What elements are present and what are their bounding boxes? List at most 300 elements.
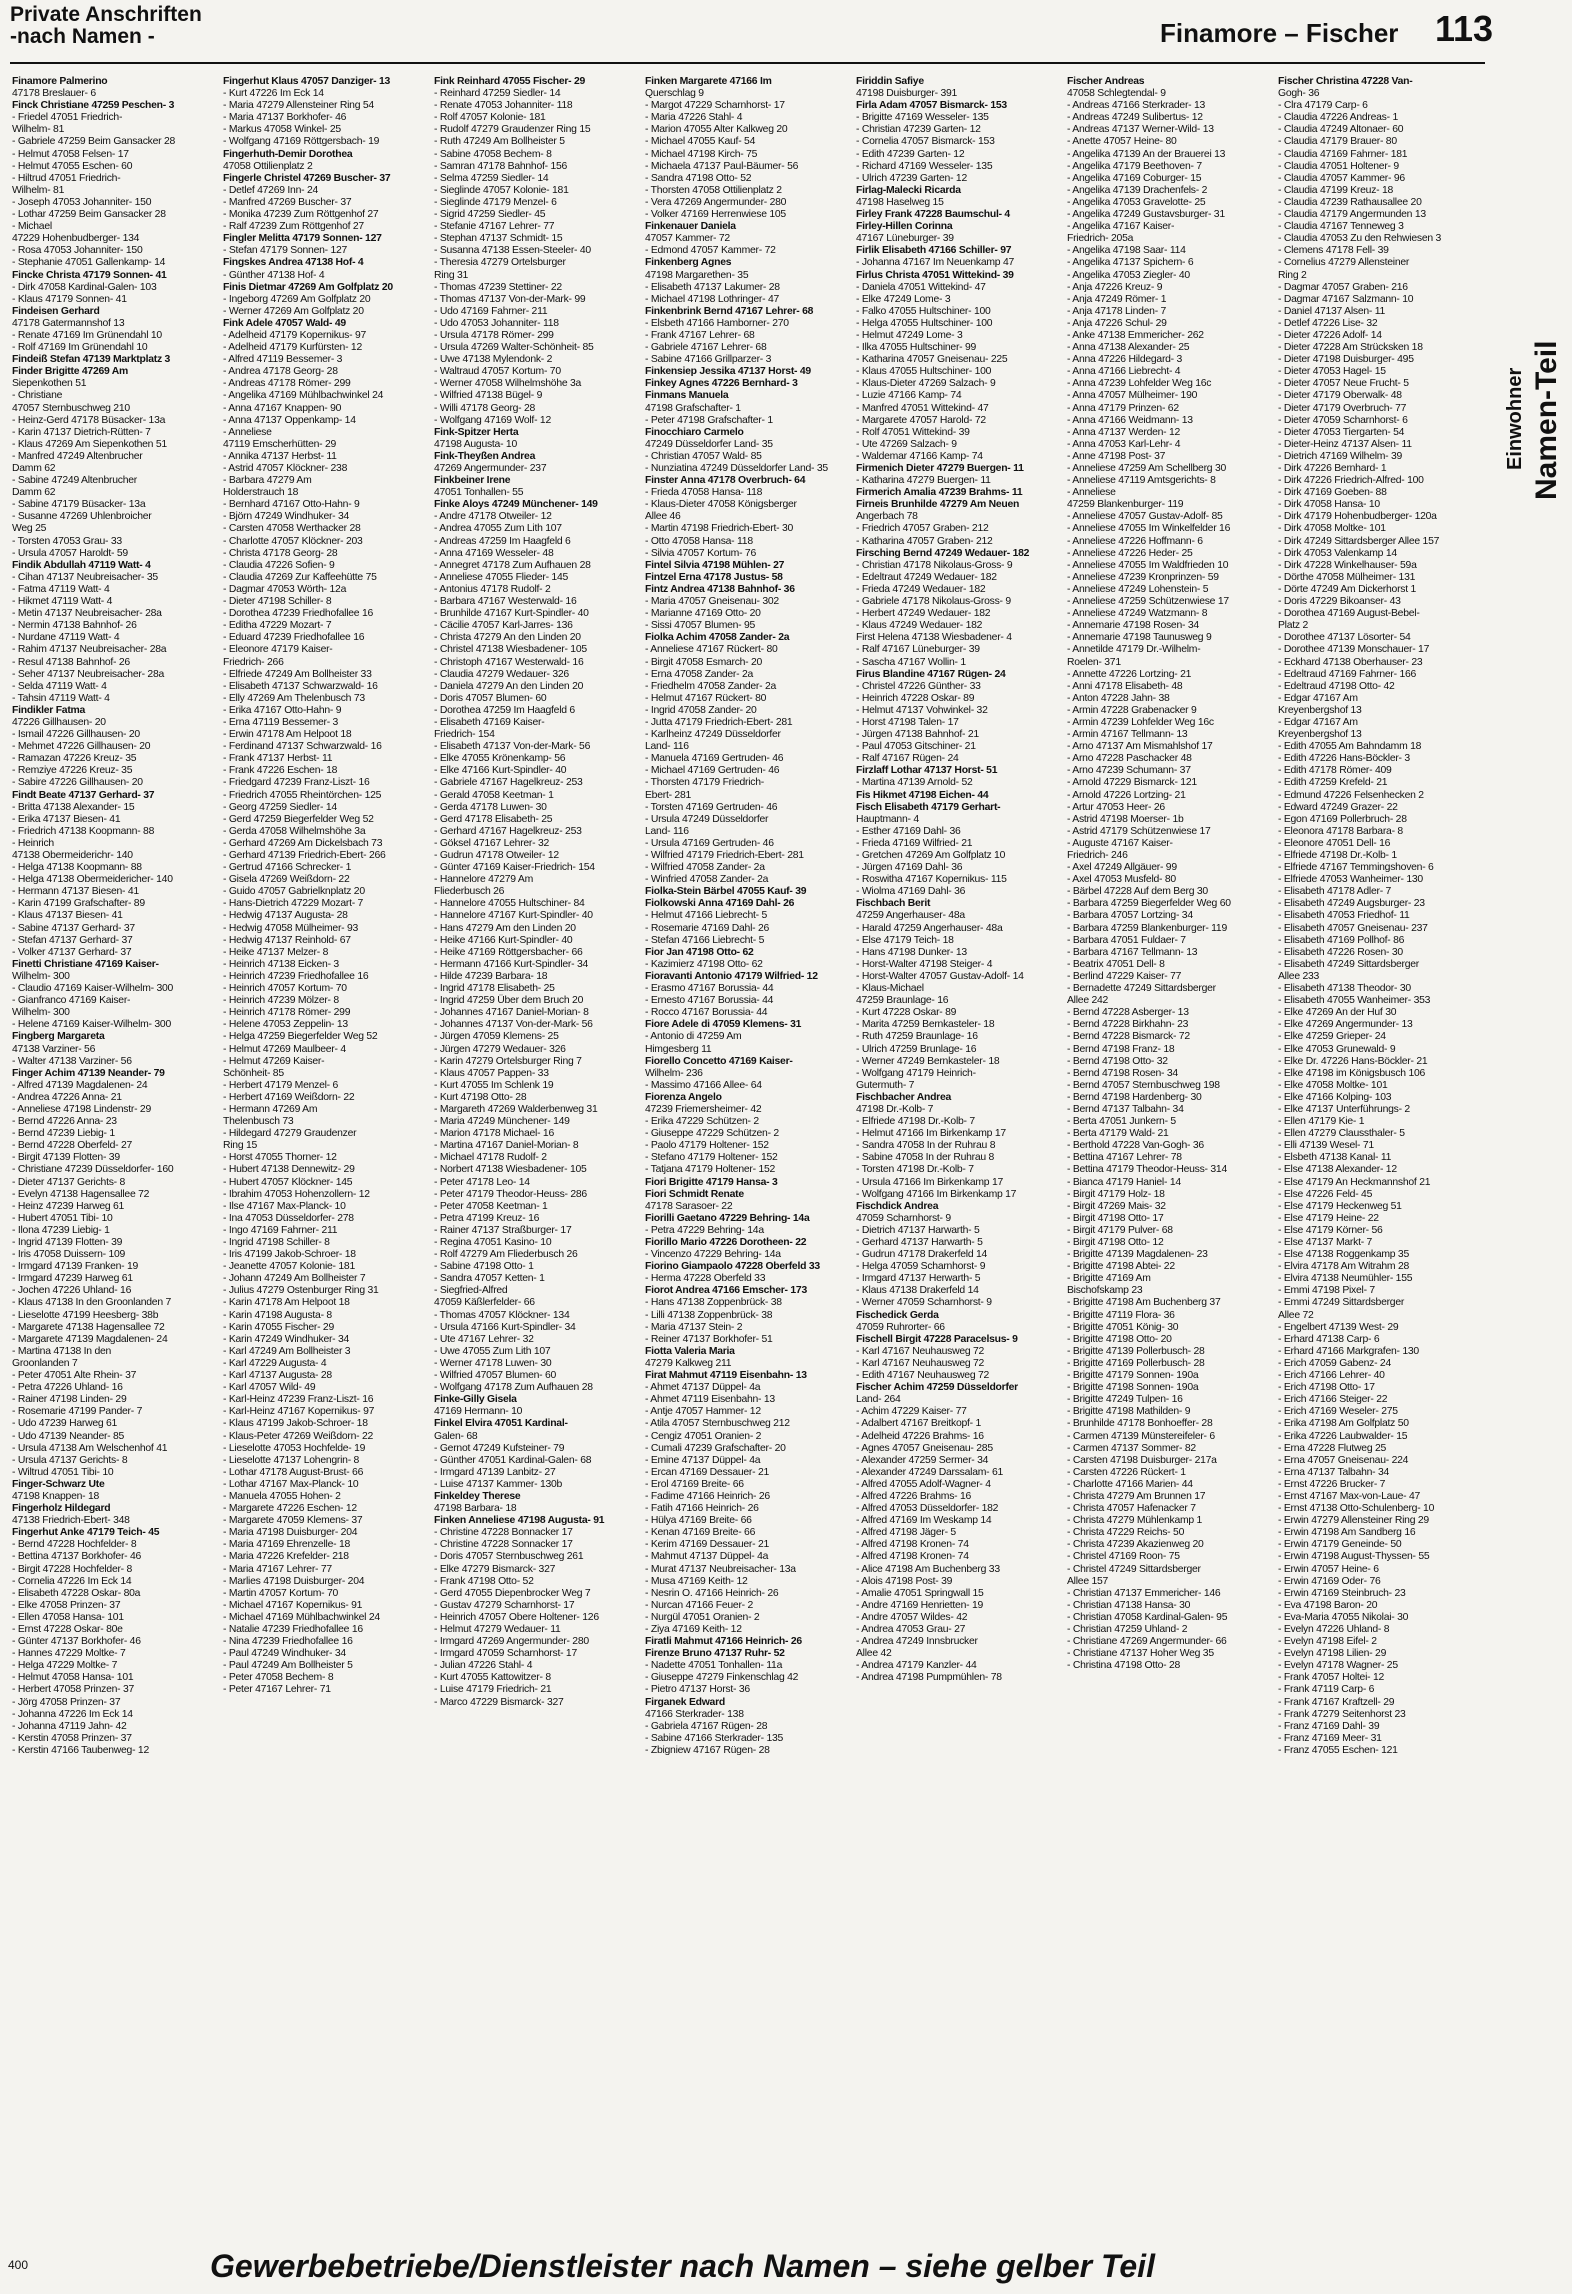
directory-entry: 47198 Dr.-Kolb- 7 [856,1103,934,1115]
directory-entry: Wilhelm- 300 [12,1007,70,1019]
directory-entry: - Atila 47057 Sternbuschweg 212 [645,1418,790,1430]
directory-entry: - Annemarie 47198 Taunusweg 9 [1067,632,1212,644]
directory-entry: - Brigitte 47139 Magdalenen- 23 [1067,1249,1208,1261]
directory-entry-heading: Fink Adele 47057 Wald- 49 [223,317,346,329]
directory-entry: - Carsten 47058 Werthacker 28 [223,523,361,535]
directory-entry: - Dieter-Heinz 47137 Alsen- 11 [1278,438,1412,450]
directory-entry: - Luzie 47166 Kamp- 74 [856,390,962,402]
directory-entry: - Peter 47179 Theodor-Heuss- 286 [434,1188,587,1200]
directory-entry: - Elke 47279 Bismarck- 327 [434,1563,556,1575]
directory-entry: - Christoph 47167 Westerwald- 16 [434,656,584,668]
directory-entry-heading: Finder Brigitte 47269 Am [12,366,129,378]
directory-entry-heading: Firmerich Amalia 47239 Brahms- 11 [856,487,1023,499]
directory-entry-heading: Firla Adam 47057 Bismarck- 153 [856,100,1007,112]
directory-entry: - Dagmar 47057 Graben- 216 [1278,281,1408,293]
directory-entry: - Mahmut 47137 Düppel- 4a [645,1551,769,1563]
directory-entry: - Anneliese 47239 Kronprinzen- 59 [1067,571,1219,583]
directory-entry: - Andreas 47178 Römer- 299 [223,378,351,390]
directory-entry: - Heinrich 47239 Friedhofallee 16 [223,970,369,982]
directory-entry: - Hannes 47229 Moltke- 7 [12,1648,126,1660]
directory-entry: - Giuseppe 47279 Finkenschlag 42 [645,1672,799,1684]
directory-entry: - Gerd 47055 Diepenbrocker Weg 7 [434,1587,591,1599]
directory-entry: - Hermann 47166 Kurt-Spindler- 34 [434,958,589,970]
directory-entry: First Helena 47138 Wiesbadener- 4 [856,632,1012,644]
directory-entry: - Heinrich [12,837,54,849]
directory-entry: - Christiane 47269 Angermunder- 66 [1067,1636,1227,1648]
directory-entry: - Murat 47137 Neubreisacher- 13a [645,1563,796,1575]
directory-entry: - Petra 47229 Behring- 14a [645,1224,764,1236]
directory-entry: - Dörte 47249 Am Dickerhorst 1 [1278,583,1417,595]
directory-entry: - Antje 47057 Hammer- 12 [645,1406,761,1418]
directory-entry: - Ina 47053 Düsseldorfer- 278 [223,1212,354,1224]
directory-entry: - Andreas 47137 Werner-Wild- 13 [1067,124,1214,136]
directory-entry: Schönheit- 85 [223,1067,284,1079]
directory-entry: 47138 Varziner- 56 [12,1043,96,1055]
directory-entry: - Ursula 47269 Walter-Schönheit- 85 [434,342,594,354]
directory-entry: - Anna 47137 Oppenkamp- 14 [223,414,356,426]
directory-entry: - Bettina 47137 Borkhofer- 46 [12,1551,142,1563]
directory-entry: - Nurdane 47119 Watt- 4 [12,632,120,644]
directory-entry: - Christa 47178 Georg- 28 [223,547,338,559]
directory-entry: - Rahim 47137 Neubreisacher- 28a [12,644,167,656]
directory-entry: - Beatrix 47051 Dell- 8 [1067,958,1165,970]
directory-entry: Siepenkothen 51 [12,378,87,390]
directory-entry: - Dieter 47053 Hagel- 15 [1278,366,1386,378]
directory-entry: - Gisela 47269 Weißdorn- 22 [223,874,350,886]
directory-entry: - Michael 47169 Mühlbachwinkel 24 [223,1611,380,1623]
directory-column [645,76,850,2226]
directory-entry: - Horst-Walter 47198 Steiger- 4 [856,958,993,970]
directory-entry: - Friedrich 47055 Rheintörchen- 125 [223,789,382,801]
directory-entry: Ring 15 [223,1140,258,1152]
directory-entry: - Carsten 47226 Rückert- 1 [1067,1466,1186,1478]
directory-entry: - Brigitte 47169 Am [1067,1273,1151,1285]
directory-entry-heading: Fiorello Concetto 47169 Kaiser- [645,1055,793,1067]
directory-entry: - Claudia 47057 Kammer- 96 [1278,172,1405,184]
directory-entry: - Alfred 47198 Kronen- 74 [856,1551,969,1563]
directory-entry: - Brunhilde 47178 Bonhoeffer- 28 [1067,1418,1213,1430]
directory-entry: - Christa 47279 Am Brunnen 17 [1067,1490,1206,1502]
directory-entry: - Christa 47279 An den Linden 20 [434,632,581,644]
directory-entry: - Cornelia 47057 Bismarck- 153 [856,136,995,148]
directory-entry: - Lothar 47178 August-Brust- 66 [223,1466,364,1478]
directory-entry: - Elvira 47138 Neumühler- 155 [1278,1273,1413,1285]
directory-entry-heading: Finkey Agnes 47226 Bernhard- 3 [645,378,798,390]
directory-entry: - Ingeborg 47269 Am Golfplatz 20 [223,293,371,305]
directory-entry: - Dirk 47226 Bernhard- 1 [1278,463,1387,474]
directory-entry: 47138 Obermeiderichr- 140 [12,850,133,861]
directory-entry: - Björn 47249 Windhuker- 34 [223,511,350,523]
directory-entry: - Claudio 47169 Kaiser-Wilhelm- 300 [12,983,174,995]
directory-entry: - Luise 47179 Friedrich- 21 [434,1684,552,1696]
directory-entry: - Margarete 47057 Harold- 72 [856,414,986,426]
directory-entry: Bischofskamp 23 [1067,1285,1143,1297]
directory-entry: - Andrea 47178 Georg- 28 [223,366,338,378]
directory-entry: - Torsten 47053 Grau- 33 [12,535,122,547]
directory-entry: - Christa 47229 Reichs- 50 [1067,1527,1185,1539]
directory-entry: - Heike 47169 Röttgersbacher- 66 [434,946,583,958]
directory-entry-heading: Finke-Gilly Gisela [434,1394,517,1406]
directory-entry: - Göksel 47167 Lehrer- 32 [434,837,550,849]
directory-entry: - Lieselotte 47053 Hochfelde- 19 [223,1442,366,1454]
directory-entry: 47198 Barbara- 18 [434,1503,517,1515]
directory-entry: - Renate 47169 Im Grünendahl 10 [12,329,162,341]
directory-entry: - Elisabeth 47053 Friedhof- 11 [1278,910,1410,922]
directory-entry: - Evelyn 47198 Lilien- 29 [1278,1648,1387,1660]
directory-entry: - Elisabeth 47226 Rosen- 30 [1278,946,1403,958]
directory-entry: - Stephan 47137 Schmidt- 15 [434,233,563,245]
directory-entry: - Adelheid 47179 Kurfürsten- 12 [223,342,362,354]
directory-entry: - Jürgen 47059 Klemens- 25 [434,1031,559,1043]
directory-entry: - Ismail 47226 Gillhausen- 20 [12,729,140,741]
directory-entry: - Dieter 47137 Gerichts- 8 [12,1176,126,1188]
directory-entry: - Ellen 47279 Claussthaler- 5 [1278,1128,1405,1140]
directory-entry: Allee 42 [856,1648,892,1660]
directory-entry: - Erwin 47198 August-Thyssen- 55 [1278,1551,1430,1563]
directory-entry: - Udo 47239 Harweg 61 [12,1418,118,1430]
directory-entry: - Kurt 47226 Im Eck 14 [223,88,324,100]
directory-entry: - Gabriele 47178 Nikolaus-Gross- 9 [856,596,1011,608]
directory-entry: - Claudia 47249 Altonaer- 60 [1278,124,1404,136]
directory-entry: - Karl-Heinz 47167 Kopernikus- 97 [223,1406,375,1418]
directory-entry: - Bernd 47239 Liebig- 1 [12,1128,115,1140]
directory-entry: - Christel 47169 Roon- 75 [1067,1551,1180,1563]
directory-entry: - Angelika 47179 Beethoven- 7 [1067,160,1202,172]
directory-entry: - Rudolf 47279 Graudenzer Ring 15 [434,124,591,136]
directory-entry: - Klaus-Dieter 47058 Königsberger [645,499,797,511]
directory-entry: - Friedhelm 47058 Zander- 2a [645,680,777,692]
directory-entry: - Erasmo 47167 Borussia- 44 [645,983,774,995]
directory-entry: - Nurcan 47166 Feuer- 2 [645,1599,754,1611]
directory-entry: - Tatjana 47179 Holtener- 152 [645,1164,776,1176]
directory-entry: - Rainer 47137 Straßburger- 17 [434,1224,572,1236]
directory-entry: - Barbara 47259 Blankenburger- 119 [1067,922,1227,934]
directory-entry: - Elisabeth 47169 Pollhof- 86 [1278,934,1405,946]
directory-entry: - Andreas 47166 Sterkrader- 13 [1067,100,1206,112]
directory-entry: - Petra 47199 Kreuz- 16 [434,1212,540,1224]
directory-entry-heading: Fischer Achim 47259 Düsseldorfer [856,1382,1018,1394]
directory-entry: - Thomas 47239 Stettiner- 22 [434,281,562,293]
directory-entry: - Christian 47058 Kardinal-Galen- 95 [1067,1611,1228,1623]
directory-entry: - Eleonora 47178 Barbara- 8 [1278,825,1403,837]
directory-entry: - Alfred 47198 Jäger- 5 [856,1527,956,1539]
directory-entry: - Bernadette 47249 Sittardsberger [1067,983,1216,995]
directory-entry: - Arno 47228 Paschacker 48 [1067,753,1192,765]
directory-entry: - Gerda 47058 Wilhelmshöhe 3a [223,825,366,837]
directory-entry: - Siegfried-Alfred [434,1285,508,1297]
directory-entry: - Else 47179 Heine- 22 [1278,1212,1379,1224]
directory-entry: Fliederbusch 26 [434,886,505,898]
directory-entry: - Lieselotte 47199 Heesberg- 38b [12,1309,159,1321]
directory-entry: - Uwe 47055 Zum Lith 107 [434,1345,551,1357]
directory-entry: - Rocco 47167 Borussia- 44 [645,1007,768,1019]
directory-entry: - Charlotte 47166 Marien- 44 [1067,1478,1193,1490]
directory-entry: - Hannelore 47279 Am [434,874,533,886]
directory-entry: - Erich 47166 Steiger- 22 [1278,1394,1388,1406]
directory-entry: - Angelika 47139 Drachenfels- 2 [1067,184,1208,196]
directory-entry: - Horst 47198 Talen- 17 [856,716,959,728]
directory-entry: - Elke 47058 Moltke- 101 [1278,1079,1388,1091]
directory-entry: - Bernd 47198 Rosen- 34 [1067,1067,1178,1079]
directory-entry: - Armin 47239 Lohfelder Weg 16c [1067,716,1214,728]
directory-entry-heading: Fingerhuth-Demir Dorothea [223,148,353,160]
directory-entry: - Rosemarie 47199 Pander- 7 [12,1406,143,1418]
directory-entry: - Ernesto 47167 Borussia- 44 [645,995,774,1007]
directory-entry: - Stefano 47179 Holtener- 152 [645,1152,778,1164]
directory-column [12,76,217,2226]
directory-entry-heading: Fischer Andreas [1067,76,1145,87]
directory-entry: - Elli 47139 Wesel- 71 [1278,1140,1374,1152]
directory-entry: 47178 Sarasoer- 22 [645,1200,733,1212]
directory-entry: Himgesberg 11 [645,1043,712,1055]
directory-entry-heading: Fischedick Gerda [856,1309,939,1321]
directory-entry: - Hülya 47169 Breite- 66 [645,1515,752,1527]
directory-entry: 47226 Gillhausen- 20 [12,716,106,728]
directory-entry: - Christel 47249 Sittardsberger [1067,1563,1201,1575]
directory-entry: - Volker 47169 Herrenwiese 105 [645,209,786,221]
directory-entry: - Frank 47137 Herbst- 11 [223,753,333,765]
directory-entry: 47229 Hohenbudberger- 134 [12,233,140,245]
directory-entry: - Johann 47249 Am Bollheister 7 [223,1273,366,1285]
directory-entry: Friedrich- 154 [434,729,495,741]
directory-entry: 47259 Angerhauser- 48a [856,910,965,922]
directory-entry: - Christian 47137 Emmericher- 146 [1067,1587,1221,1599]
directory-entry: - Brunhilde 47167 Kurt-Spindler- 40 [434,608,589,620]
directory-entry-heading: Firganek Edward [645,1696,725,1708]
directory-entry: - Anneliese 47259 Am Schellberg 30 [1067,463,1227,474]
directory-entry: - Maria 47249 Münchener- 149 [434,1116,570,1128]
directory-entry: - Helmut 47167 Rückert- 80 [645,692,767,704]
directory-entry-heading: Finamore Palmerino [12,76,108,87]
directory-entry: - Erwin 47178 Am Helpoot 18 [223,729,352,741]
directory-entry: - Elfriede 47053 Wanheimer- 130 [1278,874,1423,886]
directory-entry: 47119 Emscherhütten- 29 [223,438,337,450]
directory-entry: - Udo 47169 Fahrner- 211 [434,305,548,317]
directory-entry: - Monika 47239 Zum Röttgenhof 27 [223,209,379,221]
directory-entry: - Daniel 47137 Alsen- 11 [1278,305,1386,317]
directory-entry: - Anton 47228 Jahn- 38 [1067,692,1170,704]
directory-entry: - Helmut 47166 Liebrecht- 5 [645,910,768,922]
directory-entry-heading: Fiorillo Mario 47226 Dorotheen- 22 [645,1237,807,1248]
directory-entry: 47059 Ruhrorter- 66 [856,1321,945,1333]
footer-page-marker: 400 [8,2258,29,2272]
directory-entry: - Jürgen 47138 Bahnhof- 21 [856,729,979,741]
directory-entry: - Ralf 47167 Lüneburger- 39 [856,644,980,656]
directory-entry: - Bernd 47228 Bismarck- 72 [1067,1031,1190,1043]
directory-entry: - Bernd 47226 Anna- 23 [12,1116,117,1128]
directory-entry: - Günter 47169 Kaiser-Friedrich- 154 [434,862,595,874]
directory-entry: - Michael 47198 Lothringer- 47 [645,293,780,305]
directory-entry: - Karin 47137 Dietrich-Rütten- 7 [12,426,151,438]
directory-entry-heading: Fior Jan 47198 Otto- 62 [645,946,754,958]
directory-entry: - Maria 47167 Lehrer- 77 [223,1563,332,1575]
directory-entry: - Sigrid 47259 Siedler- 45 [434,209,546,221]
directory-entry: - Amalie 47051 Springwall 15 [856,1587,984,1599]
directory-entry: - Peter 47167 Lehrer- 71 [223,1684,331,1696]
directory-entry: - Johanna 47226 Im Eck 14 [12,1708,133,1720]
directory-entry: 47198 Augusta- 10 [434,438,517,450]
side-tab [1494,240,1572,540]
directory-entry: - Lieselotte 47137 Lohengrin- 8 [223,1454,360,1466]
directory-entry-heading: Finkenbrink Bernd 47167 Lehrer- 68 [645,305,814,317]
directory-entry: - Birgit 47179 Pulver- 68 [1067,1224,1173,1236]
directory-entry: - Dorothea 47169 August-Bebel- [1278,608,1420,620]
directory-entry: - Michael 47055 Kauf- 54 [645,136,756,148]
directory-column [434,76,639,2226]
directory-entry: Hauptmann- 4 [856,813,919,825]
directory-entry: - Erika 47167 Otto-Hahn- 9 [223,704,342,716]
directory-entry: 47198 Grafschafter- 1 [645,402,741,414]
directory-entry: - Claudia 47226 Andreas- 1 [1278,112,1399,124]
directory-entry: - Arnold 47229 Bismarck- 121 [1067,777,1197,789]
directory-entry: - Metin 47137 Neubreisacher- 28a [12,608,162,620]
directory-entry: - Bärbel 47228 Auf dem Berg 30 [1067,886,1208,898]
directory-entry: - Brigitte 47198 Abtei- 22 [1067,1261,1175,1273]
directory-entry: - Wilfried 47058 Zander- 2a [645,862,765,874]
directory-entry: - Gabriele 47167 Hagelkreuz- 253 [434,777,583,789]
directory-entry: - Elke 47058 Prinzen- 37 [12,1599,121,1611]
directory-entry: - Irmgard 47137 Herwarth- 5 [856,1273,981,1285]
directory-entry: - Karin 47178 Am Helpoot 18 [223,1297,350,1309]
directory-entry: - Cihan 47137 Neubreisacher- 35 [12,571,158,583]
directory-entry: - Erich 47169 Weseler- 275 [1278,1406,1398,1418]
directory-entry-heading: Fiotta Valeria Maria [645,1345,735,1357]
directory-entry: - Andreas 47249 Sulibertus- 12 [1067,112,1203,124]
directory-entry: Ring 2 [1278,269,1307,281]
directory-entry: Allee 157 [1067,1575,1109,1587]
directory-entry: - Achim 47229 Kaiser- 77 [856,1406,967,1418]
directory-entry: - Friedgard 47239 Franz-Liszt- 16 [223,777,370,789]
directory-entry: - Bernd 47057 Sternbuschweg 198 [1067,1079,1220,1091]
directory-entry: - Sissi 47057 Blumen- 95 [645,620,756,632]
directory-entry: - Friedrich 47138 Koopmann- 88 [12,825,155,837]
directory-entry: - Axel 47053 Musfeld- 80 [1067,874,1176,886]
directory-entry: - Karl 47057 Wild- 49 [223,1382,316,1394]
directory-entry: - Klaus-Peter 47269 Weißdorn- 22 [223,1430,374,1442]
directory-entry: - Emine 47137 Düppel- 4a [645,1454,761,1466]
directory-entry: - Walter 47138 Varziner- 56 [12,1055,132,1067]
directory-entry: - Alfred 47226 Brahms- 16 [856,1490,972,1502]
directory-entry-heading: Fincke Christa 47179 Sonnen- 41 [12,269,167,281]
directory-entry: - Dorothee 47139 Monschauer- 17 [1278,644,1430,656]
directory-entry: - Kurt 47055 Im Schlenk 19 [434,1079,554,1091]
directory-entry: - Clemens 47178 Fell- 39 [1278,245,1389,257]
directory-entry: - Jochen 47226 Uhland- 16 [12,1285,132,1297]
directory-entry: - Anneliese 47119 Amtsgerichts- 8 [1067,475,1216,487]
directory-entry: - Wiltrud 47051 Tibi- 10 [12,1466,114,1478]
directory-entry: - Martina 47138 In den [12,1345,112,1357]
directory-entry: - Nurgül 47051 Oranien- 2 [645,1611,760,1623]
directory-entry: - Fatma 47119 Watt- 4 [12,583,110,595]
directory-entry: - Sieglinde 47179 Menzel- 6 [434,196,557,208]
header-rule [10,62,1485,64]
directory-entry: - Silvia 47057 Kortum- 76 [645,547,756,559]
directory-entry: - Regina 47051 Kasino- 10 [434,1237,552,1248]
directory-entry: - Maria 47226 Stahl- 4 [645,112,743,124]
directory-entry: - Remziye 47226 Kreuz- 35 [12,765,133,777]
directory-entry: - Dirk 47169 Goeben- 88 [1278,487,1387,499]
directory-entry: - Peter 47058 Keetman- 1 [434,1200,548,1212]
directory-entry-heading: Fischdick Andrea [856,1200,939,1212]
directory-entry: - Maria 47137 Borkhofer- 46 [223,112,347,124]
directory-entry: - Sandra 47198 Otto- 52 [645,172,752,184]
directory-entry: - Manuela 47169 Gertruden- 46 [645,753,784,765]
directory-entry: - Paolo 47179 Holtener- 152 [645,1140,769,1152]
directory-entry: - Helene 47053 Zeppelin- 13 [223,1019,348,1031]
directory-entry: - Erwin 47279 Allensteiner Ring 29 [1278,1515,1429,1527]
directory-entry: - Hikmet 47119 Watt- 4 [12,596,113,608]
directory-entry: - Gerd 47259 Biegerfelder Weg 52 [223,813,374,825]
directory-entry: - Ursula 47138 Am Welschenhof 41 [12,1442,168,1454]
directory-entry: - Iris 47058 Duissern- 109 [12,1249,126,1261]
directory-entry: Platz 2 [1278,620,1309,632]
directory-entry: - Elisabeth 47137 Von-der-Mark- 56 [434,741,591,753]
directory-entry: - Armin 47228 Grabenacker 9 [1067,704,1197,716]
directory-entry: - Michael 47178 Rudolf- 2 [434,1152,547,1164]
directory-entry: - Elsbeth 47166 Hamborner- 270 [645,317,789,329]
directory-entry: - Nesrin O. 47166 Heinrich- 26 [645,1587,779,1599]
directory-entry: - Karin 47279 Ortelsburger Ring 7 [434,1055,582,1067]
directory-entry-heading: Fiorenza Angelo [645,1091,722,1103]
directory-entry: - Hildegard 47279 Graudenzer [223,1128,357,1140]
directory-entry: - Birgit 47058 Esmarch- 20 [645,656,763,668]
directory-entry: - Artur 47053 Heer- 26 [1067,801,1165,813]
directory-entry: - Heinrich 47057 Obere Holtener- 126 [434,1611,599,1623]
directory-entry: - Karl 47167 Neuhausweg 72 [856,1345,985,1357]
directory-entry: - Hilde 47239 Barbara- 18 [434,970,548,982]
directory-entry-heading: Firmenich Dieter 47279 Buergen- 11 [856,463,1024,474]
directory-entry: - Christel 47138 Wiesbadener- 105 [434,644,587,656]
directory-entry: - Elke 47053 Grunewald- 9 [1278,1043,1396,1055]
directory-entry: - Eva-Maria 47055 Nikolai- 30 [1278,1611,1409,1623]
directory-entry: - Erna 47137 Talbahn- 34 [1278,1466,1390,1478]
directory-entry: - Gabriele 47167 Lehrer- 68 [645,342,767,354]
directory-entry: - Udo 47053 Johanniter- 118 [434,317,559,329]
directory-entry: - Thorsten 47058 Ottilienplatz 2 [645,184,782,196]
directory-entry: - Berthold 47228 Van-Gogh- 36 [1067,1140,1204,1152]
directory-entry: - Sabine 47137 Gerhard- 37 [12,922,135,934]
directory-entry: - Torsten 47169 Gertruden- 46 [645,801,778,813]
directory-entry: - Heike 47137 Melzer- 8 [223,946,329,958]
directory-entry: - Erna 47119 Bessemer- 3 [223,716,339,728]
directory-entry: - Anneliese [223,426,272,438]
directory-entry: - Rosemarie 47169 Dahl- 26 [645,922,770,934]
directory-entry: - Bernd 47137 Talbahn- 34 [1067,1103,1184,1115]
directory-entry: - Else 47138 Roggenkamp 35 [1278,1249,1409,1261]
directory-entry: - Manuela 47055 Hohen- 2 [223,1490,341,1502]
directory-entry: - Barbara 47057 Lortzing- 34 [1067,910,1193,922]
directory-entry: Land- 264 [856,1394,901,1406]
directory-entry: - Birgit 47198 Otto- 12 [1067,1237,1164,1248]
directory-entry: - Karin 47249 Windhuker- 34 [223,1333,350,1345]
directory-entry: - Susanne 47269 Uhlenbroicher [12,511,152,523]
directory-entry: - Heinrich 47239 Mölzer- 8 [223,995,339,1007]
directory-entry: - Christa 47279 Mühlenkamp 1 [1067,1515,1203,1527]
directory-entry: Roelen- 371 [1067,656,1121,668]
directory-entry: - Kurt 47198 Otto- 28 [434,1091,527,1103]
directory-entry: - Sabine 47198 Otto- 1 [434,1261,534,1273]
directory-entry-heading: Fingerhut Anke 47179 Teich- 45 [12,1527,160,1539]
directory-entry-heading: Fisch Elisabeth 47179 Gerhart- [856,801,1001,813]
directory-entry: - Gianfranco 47169 Kaiser- [12,995,131,1007]
directory-entry-heading: Finetti Christiane 47169 Kaiser- [12,958,159,970]
directory-entry: - Erna 47057 Gneisenau- 224 [1278,1454,1409,1466]
directory-entry: 47167 Lüneburger- 39 [856,233,954,245]
directory-entry: - Christian 47239 Garten- 12 [856,124,981,136]
directory-column [1067,76,1272,2226]
directory-entry: - Dietrich 47169 Wilhelm- 39 [1278,450,1403,462]
directory-entry: - Ferdinand 47137 Schwarzwald- 16 [223,741,382,753]
